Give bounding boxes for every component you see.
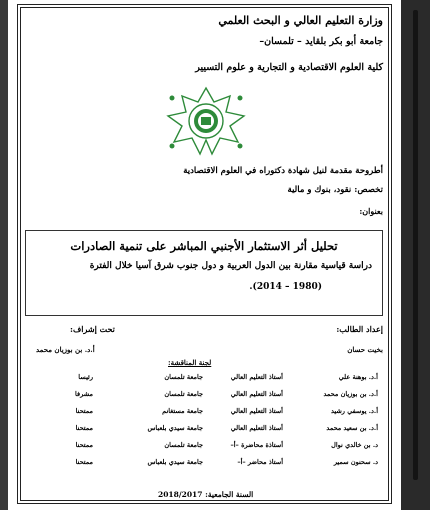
student-name: بخيت حسان xyxy=(347,345,383,354)
member-university: جامعة مستغانم xyxy=(162,407,203,415)
academic-year: السنة الجامعية: 2018/2017 xyxy=(158,490,254,499)
member-name: أ.د. بوهنة علي xyxy=(338,373,378,381)
member-university: جامعة سيدي بلعباس xyxy=(147,424,203,432)
member-role: ممتحنا xyxy=(75,458,93,466)
supervisor-name: أ.د. بن بوزيان محمد xyxy=(36,345,95,354)
member-university: جامعة سيدي بلعباس xyxy=(147,458,203,466)
member-role: ممتحنا xyxy=(75,424,93,432)
thesis-subtitle-line2: (1980 – 2014). xyxy=(249,282,322,292)
committee-row xyxy=(38,407,378,419)
thesis-purpose: أطروحة مقدمة لنيل شهادة دكتوراه في العلوم الاقتصادية xyxy=(183,166,383,176)
viewer-left-margin xyxy=(0,0,8,510)
member-role: مشرفا xyxy=(75,390,93,398)
member-name: أ.د. يوسفي رشيد xyxy=(330,407,378,415)
member-rank: أستاذ التعليم العالي xyxy=(230,390,283,398)
ministry-title: وزارة التعليم العالي و البحث العلمي xyxy=(218,14,383,27)
viewer-scrollbar-area xyxy=(401,0,430,510)
member-rank: أستاذ التعليم العالي xyxy=(230,373,283,381)
committee-heading: لجنة المناقشة: xyxy=(168,358,212,367)
committee-row xyxy=(38,373,378,385)
member-rank: أستاذ محاضر –أ– xyxy=(237,458,283,466)
faculty-name: كلية العلوم الاقتصادية و التجارية و علوم التسيير xyxy=(195,62,383,73)
member-name: د. بن خالدي نوال xyxy=(331,441,378,449)
scrollbar-thumb[interactable] xyxy=(413,10,418,480)
university-name: جامعة أبو بكر بلقايد – تلمسان– xyxy=(259,36,383,47)
thesis-title-box xyxy=(25,230,383,316)
member-role: ممتحنا xyxy=(75,407,93,415)
member-name: أ.د. بن سعيد محمد xyxy=(326,424,378,432)
committee-row xyxy=(38,424,378,436)
member-rank: أستاذ التعليم العالي xyxy=(230,424,283,432)
thesis-main-title: تحليل أثر الاستثمار الأجنبي المباشر على تنمية الصادرات xyxy=(70,239,338,253)
member-role: ممتحنا xyxy=(75,441,93,449)
member-university: جامعة تلمسان xyxy=(164,390,203,398)
committee-row xyxy=(38,390,378,402)
member-university: جامعة تلمسان xyxy=(164,373,203,381)
member-role: رئيسا xyxy=(78,373,93,381)
titled-label: بعنوان: xyxy=(359,206,383,216)
document-page xyxy=(8,0,401,510)
supervisor-label: تحت إشراف: xyxy=(70,324,115,334)
committee-row xyxy=(38,441,378,453)
committee-row xyxy=(38,458,378,470)
member-name: د. سحنون سمير xyxy=(333,458,378,466)
university-emblem-icon xyxy=(160,86,252,158)
member-name: أ.د. بن بوزيان محمد xyxy=(323,390,378,398)
prepared-by-label: إعداد الطالب: xyxy=(336,324,383,334)
member-rank: أستاذة محاضرة –أ– xyxy=(230,441,283,449)
member-university: جامعة تلمسان xyxy=(164,441,203,449)
thesis-subtitle-line1: دراسة قياسية مقارنة بين الدول العربية و دول جنوب شرق آسيا خلال الفترة xyxy=(89,261,372,271)
member-rank: أستاذ التعليم العالي xyxy=(230,407,283,415)
specialization: تخصص: نقود، بنوك و مالية xyxy=(287,185,383,195)
